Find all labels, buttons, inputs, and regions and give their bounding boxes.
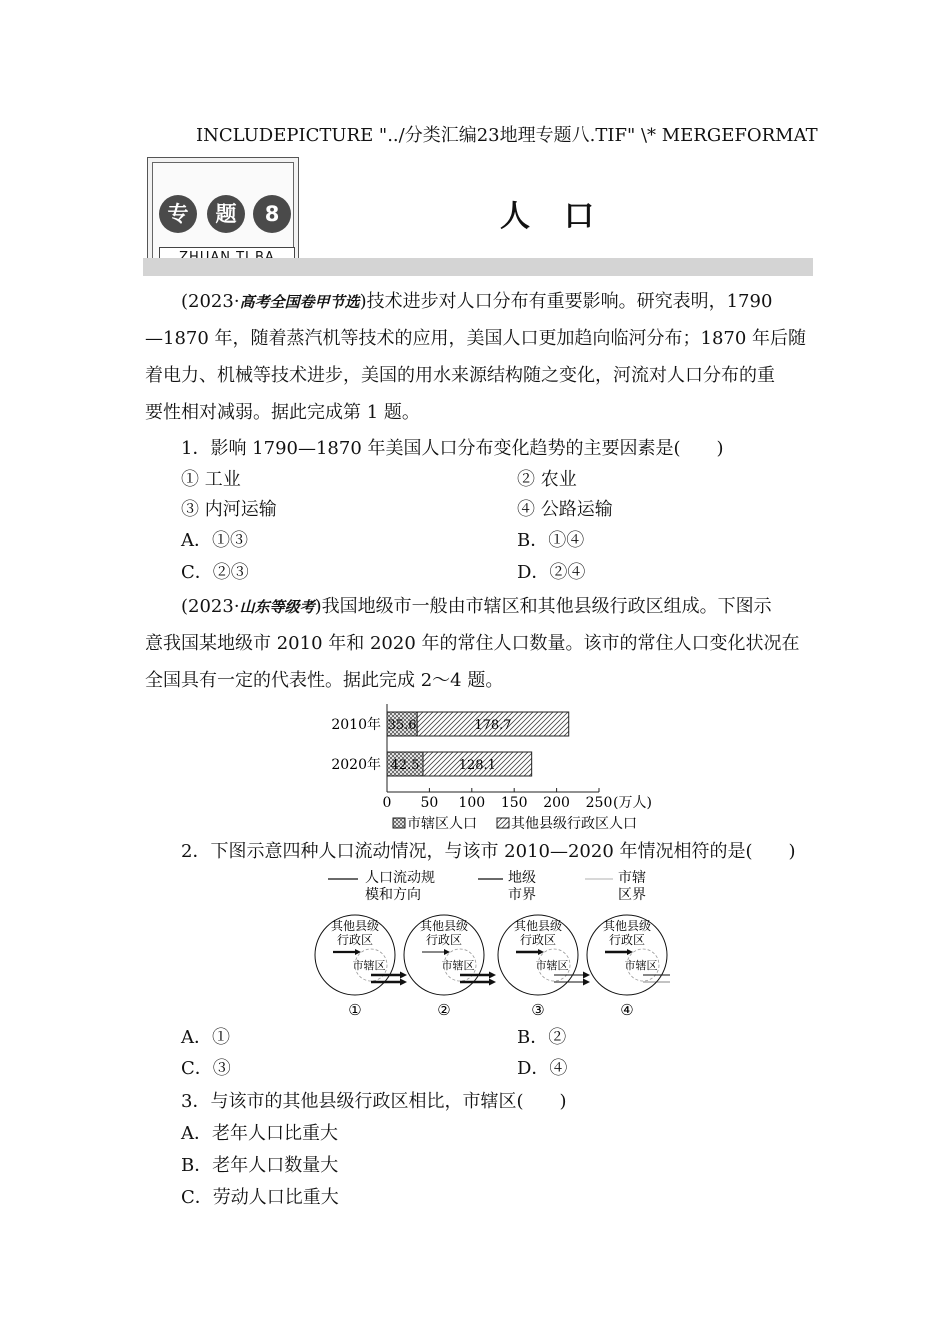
- page-title: 人口: [500, 199, 628, 234]
- flow-diagram: [300, 862, 670, 1022]
- diagram-number: ④: [620, 1001, 634, 1019]
- passage1-line4: 要性相对减弱。据此完成第 1 题。: [145, 402, 420, 423]
- q2-option-b[interactable]: B．②: [517, 1027, 567, 1048]
- q1-item-4: ④ 公路运输: [517, 499, 613, 520]
- badge-char-2: 题: [207, 195, 245, 233]
- district-label: 市辖区: [441, 959, 475, 972]
- diagram-number: ②: [437, 1001, 451, 1019]
- passage2-line3: 全国具有一定的代表性。据此完成 2～4 题。: [145, 670, 504, 691]
- q2-option-d[interactable]: D．④: [517, 1058, 568, 1079]
- passage1-line3: 着电力、机械等技术进步，美国的用水来源结构随之变化，河流对人口分布的重: [145, 365, 775, 386]
- outer-region-label-1: 其他县级: [602, 919, 652, 933]
- arrow-head-icon: [627, 949, 633, 955]
- q1-item-2: ② 农业: [517, 469, 577, 490]
- legend-swatch-urban: [393, 818, 405, 828]
- flow-diagram-4: [587, 915, 670, 1019]
- outer-region-label-2: 行政区: [519, 933, 557, 947]
- population-bar-chart: [325, 700, 670, 835]
- outer-region-label-2: 行政区: [608, 933, 646, 947]
- legend-flow-label-2: 模和方向: [365, 887, 421, 903]
- arrow-head-icon: [355, 949, 361, 955]
- arrow-head-icon: [583, 972, 590, 979]
- badge-number: 8: [253, 195, 291, 233]
- badge-char-1: 专: [159, 195, 197, 233]
- passage2-line1: [181, 595, 772, 619]
- legend-district-border-label-2: 区界: [618, 887, 646, 903]
- arrow-head-icon: [400, 979, 407, 986]
- header-rule: [143, 258, 813, 276]
- category-label: 2010年: [331, 717, 381, 733]
- q1-option-d[interactable]: D．②④: [517, 562, 586, 583]
- arrow-head-icon: [444, 949, 450, 955]
- x-tick-label: 0: [382, 795, 392, 811]
- arrow-head-icon: [538, 949, 544, 955]
- diagram-number: ①: [348, 1001, 362, 1019]
- x-tick-label: 50: [420, 795, 439, 811]
- arrow-head-icon: [489, 979, 496, 986]
- passage1-source: 高考全国卷甲节选: [239, 293, 360, 311]
- q2-option-c[interactable]: C．③: [181, 1058, 231, 1079]
- district-label: 市辖区: [352, 959, 386, 972]
- x-tick-label: 200: [543, 795, 570, 811]
- arrow-head-icon: [583, 979, 590, 986]
- q3-option-c[interactable]: C．劳动人口比重大: [181, 1187, 339, 1208]
- outer-region-label-2: 行政区: [425, 933, 463, 947]
- data-label: 128.1: [458, 758, 496, 773]
- legend-district-border-label-1: 市辖: [618, 870, 646, 886]
- x-tick-label: 100: [458, 795, 486, 811]
- legend-label-other: 其他县级行政区人口: [511, 816, 637, 832]
- legend-city-border-label-2: 市界: [508, 887, 536, 903]
- x-tick-label: 150: [500, 795, 528, 811]
- outer-region-label-1: 其他县级: [330, 919, 380, 933]
- legend-label-urban: 市辖区人口: [407, 816, 477, 832]
- passage2-line2: 意我国某地级市 2010 年和 2020 年的常住人口数量。该市的常住人口变化状况在: [145, 633, 800, 654]
- legend-flow-label-1: 人口流动规: [365, 870, 435, 886]
- q1-item-3: ③ 内河运输: [181, 499, 277, 520]
- x-tick-label: 250: [585, 795, 613, 811]
- outer-region-label-2: 行政区: [336, 933, 374, 947]
- district-label: 市辖区: [535, 959, 569, 972]
- include-field-text: INCLUDEPICTURE "../分类汇编23地理专题八.TIF" \* MERGEFORMAT: [196, 125, 818, 146]
- data-label: 178.7: [474, 718, 512, 733]
- passage1-line1: [181, 290, 772, 314]
- topic-badge: [147, 157, 299, 271]
- arrow-head-icon: [489, 972, 496, 979]
- outer-region-label-1: 其他县级: [513, 919, 563, 933]
- q1-stem: 1．影响 1790—1870 年美国人口分布变化趋势的主要因素是( ): [181, 438, 724, 459]
- passage1-line2: —1870 年，随着蒸汽机等技术的应用，美国人口更加趋向临河分布；1870 年后随: [145, 328, 807, 349]
- q1-option-c[interactable]: C．②③: [181, 562, 249, 583]
- q2-option-a[interactable]: A．①: [181, 1027, 230, 1048]
- district-label: 市辖区: [624, 959, 658, 972]
- flow-diagram-3: [498, 915, 590, 1019]
- q3-stem: 3．与该市的其他县级行政区相比，市辖区( ): [181, 1091, 567, 1112]
- data-label: 42.5: [390, 758, 420, 773]
- passage2-year: (2023·: [181, 596, 240, 617]
- q1-option-b[interactable]: B．①④: [517, 530, 585, 551]
- flow-diagram-1: [315, 915, 407, 1019]
- q1-item-1: ① 工业: [181, 469, 241, 490]
- passage1-text1: )技术进步对人口分布有重要影响。研究表明，1790: [359, 291, 773, 312]
- arrow-head-icon: [400, 972, 407, 979]
- category-label: 2020年: [331, 757, 381, 773]
- passage2-source: 山东等级考: [239, 598, 315, 616]
- legend-city-border-label-1: 地级: [508, 870, 536, 886]
- passage2-text1: )我国地级市一般由市辖区和其他县级行政区组成。下图示: [314, 596, 772, 617]
- q3-option-a[interactable]: A．老年人口比重大: [181, 1123, 338, 1144]
- q3-option-b[interactable]: B．老年人口数量大: [181, 1155, 339, 1176]
- outer-region-label-1: 其他县级: [419, 919, 469, 933]
- q2-stem: 2．下图示意四种人口流动情况，与该市 2010—2020 年情况相符的是( ): [181, 841, 796, 862]
- flow-diagram-2: [404, 915, 496, 1019]
- q1-option-a[interactable]: A．①③: [181, 530, 248, 551]
- legend-swatch-other: [497, 818, 509, 828]
- data-label: 35.6: [387, 718, 417, 733]
- passage1-year: (2023·: [181, 291, 240, 312]
- x-axis-unit: (万人): [613, 795, 652, 811]
- diagram-number: ③: [531, 1001, 545, 1019]
